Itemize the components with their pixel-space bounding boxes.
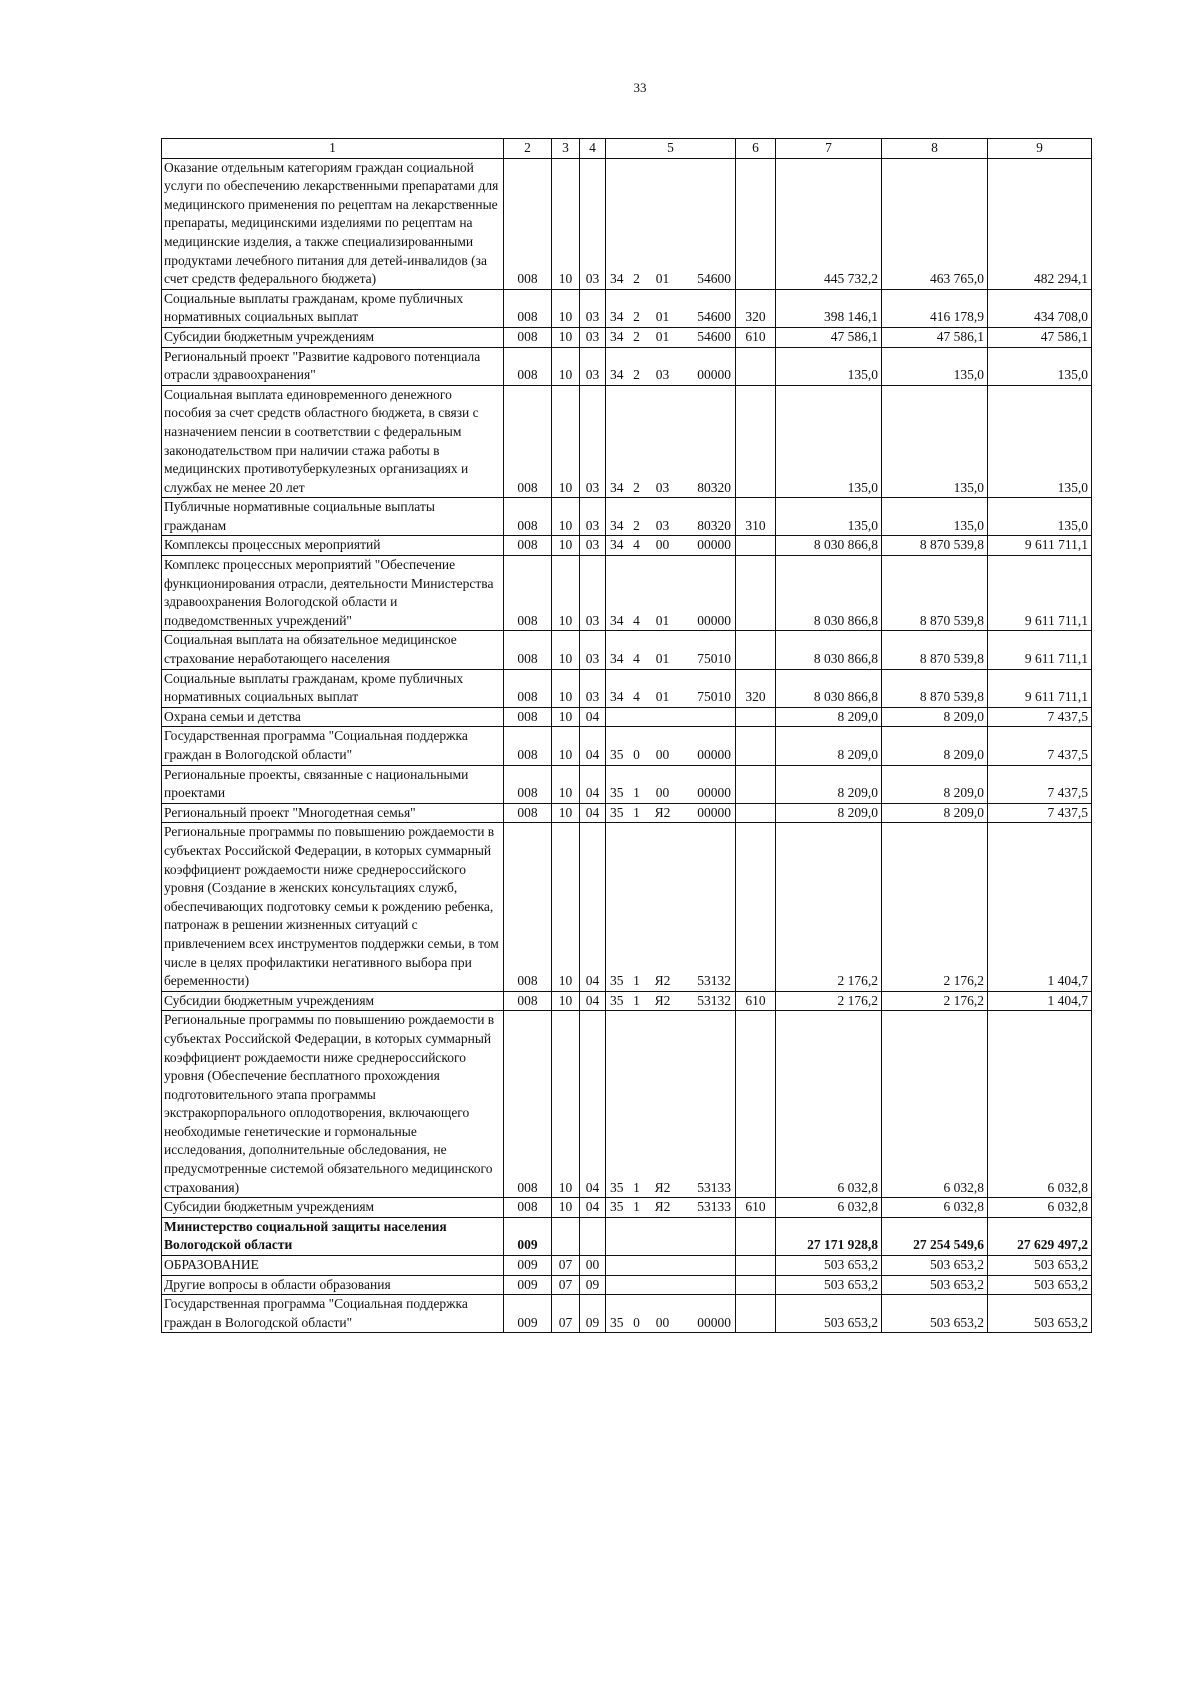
code-direction-cell [680,1217,736,1255]
amount-year2-cell: 463 765,0 [882,158,988,289]
code-subprogram-cell: 2 [628,289,646,327]
code-direction-cell: 75010 [680,669,736,707]
amount-year1-cell: 8 030 866,8 [776,669,882,707]
amount-year2-cell: 6 032,8 [882,1198,988,1218]
amount-year3-cell: 9 611 711,1 [988,669,1092,707]
amount-year3-cell: 135,0 [988,347,1092,385]
code-ministry-cell: 008 [504,991,552,1011]
row-name-cell: Охрана семьи и детства [162,707,504,727]
table-row [162,727,1092,765]
code-subsection-cell: 03 [580,669,606,707]
code-section-cell: 10 [552,823,580,991]
code-project-cell: 03 [646,385,680,498]
code-section-cell: 10 [552,556,580,631]
amount-year1-cell: 8 209,0 [776,765,882,803]
code-program-cell: 35 [606,765,628,803]
code-expense-type-cell: 610 [736,1198,776,1218]
row-name-cell: Региональные программы по повышению рождаемости в субъектах Российской Федерации, в которых суммарный коэффициент рождаемости ниже среднероссийского уровня (Создание в женских консультациях служб, обеспечивающих подготовку семьи к рождению ребенка, патронаж в решении жизненных ситуаций с привлечением всех инструментов поддержки семьи, в том числе в целях профилактики негативного выбора при беременности) [162,823,504,991]
amount-year2-cell: 503 653,2 [882,1295,988,1333]
amount-year2-cell: 8 209,0 [882,727,988,765]
code-program-cell: 34 [606,327,628,347]
code-subsection-cell: 00 [580,1256,606,1276]
amount-year2-cell: 8 209,0 [882,765,988,803]
code-direction-cell: 53133 [680,1198,736,1218]
page-number: 33 [633,80,647,95]
table-row [162,707,1092,727]
row-name-cell: Региональный проект "Развитие кадрового потенциала отрасли здравоохранения" [162,347,504,385]
code-section-cell: 10 [552,707,580,727]
table-row [162,1295,1092,1333]
code-ministry-cell: 008 [504,498,552,536]
code-project-cell: 01 [646,556,680,631]
code-section-cell: 10 [552,327,580,347]
code-program-cell: 34 [606,385,628,498]
code-section-cell: 10 [552,765,580,803]
code-expense-type-cell [736,765,776,803]
table-row [162,158,1092,289]
table-row [162,765,1092,803]
code-ministry-cell: 008 [504,823,552,991]
code-section-cell: 10 [552,1198,580,1218]
amount-year2-cell: 135,0 [882,498,988,536]
code-expense-type-cell [736,158,776,289]
code-project-cell [646,1217,680,1255]
code-program-cell: 35 [606,823,628,991]
code-expense-type-cell: 310 [736,498,776,536]
amount-year3-cell: 503 653,2 [988,1295,1092,1333]
code-subprogram-cell: 2 [628,347,646,385]
code-project-cell: 00 [646,536,680,556]
table-row [162,289,1092,327]
row-name-cell: Субсидии бюджетным учреждениям [162,991,504,1011]
code-expense-type-cell: 610 [736,327,776,347]
amount-year3-cell: 7 437,5 [988,803,1092,823]
code-expense-type-cell [736,1275,776,1295]
budget-table [161,138,1092,1333]
table-row [162,385,1092,498]
amount-year1-cell: 2 176,2 [776,823,882,991]
amount-year2-cell: 47 586,1 [882,327,988,347]
code-subprogram-cell: 4 [628,669,646,707]
amount-year3-cell: 9 611 711,1 [988,536,1092,556]
amount-year2-cell: 8 870 539,8 [882,536,988,556]
code-section-cell: 10 [552,1011,580,1198]
table-row [162,1275,1092,1295]
amount-year2-cell: 135,0 [882,385,988,498]
header-cell: 2 [504,139,552,159]
code-subprogram-cell: 4 [628,631,646,669]
code-direction-cell: 00000 [680,536,736,556]
amount-year3-cell: 7 437,5 [988,707,1092,727]
code-expense-type-cell [736,385,776,498]
amount-year1-cell: 503 653,2 [776,1256,882,1276]
code-expense-type-cell [736,347,776,385]
amount-year2-cell: 416 178,9 [882,289,988,327]
code-program-cell: 34 [606,631,628,669]
amount-year3-cell: 482 294,1 [988,158,1092,289]
amount-year1-cell: 27 171 928,8 [776,1217,882,1255]
amount-year1-cell: 6 032,8 [776,1011,882,1198]
code-subsection-cell: 09 [580,1295,606,1333]
code-project-cell: 01 [646,289,680,327]
amount-year1-cell: 8 030 866,8 [776,536,882,556]
code-section-cell: 10 [552,727,580,765]
amount-year1-cell: 135,0 [776,347,882,385]
code-project-cell: 01 [646,631,680,669]
amount-year1-cell: 6 032,8 [776,1198,882,1218]
amount-year2-cell: 8 870 539,8 [882,669,988,707]
table-row [162,823,1092,991]
code-direction-cell [680,1275,736,1295]
code-direction-cell: 54600 [680,158,736,289]
table-row [162,991,1092,1011]
amount-year3-cell: 6 032,8 [988,1011,1092,1198]
code-ministry-cell: 009 [504,1256,552,1276]
amount-year2-cell: 8 870 539,8 [882,631,988,669]
header-cell: 1 [162,139,504,159]
code-subsection-cell: 03 [580,498,606,536]
table-row [162,669,1092,707]
code-project-cell: 01 [646,327,680,347]
row-name-cell: Другие вопросы в области образования [162,1275,504,1295]
amount-year1-cell: 503 653,2 [776,1275,882,1295]
code-project-cell: 01 [646,158,680,289]
code-direction-cell: 54600 [680,327,736,347]
code-ministry-cell: 008 [504,158,552,289]
table-row [162,1198,1092,1218]
amount-year1-cell: 8 030 866,8 [776,631,882,669]
amount-year2-cell: 8 209,0 [882,803,988,823]
header-cell: 4 [580,139,606,159]
table-row [162,631,1092,669]
row-name-cell: Региональные программы по повышению рождаемости в субъектах Российской Федерации, в которых суммарный коэффициент рождаемости ниже среднероссийского уровня (Обеспечение бесплатного прохождения подготовительного этапа программы экстракорпорального оплодотворения, включающего необходимые генетические и гормональные исследования, дополнительные обследования, не предусмотренные системой обязательного медицинского страхования) [162,1011,504,1198]
code-expense-type-cell [736,1256,776,1276]
code-project-cell [646,1275,680,1295]
code-project-cell: 03 [646,347,680,385]
amount-year3-cell: 7 437,5 [988,765,1092,803]
row-name-cell: Социальные выплаты гражданам, кроме публичных нормативных социальных выплат [162,289,504,327]
code-expense-type-cell [736,631,776,669]
code-direction-cell: 00000 [680,803,736,823]
code-section-cell: 10 [552,347,580,385]
code-expense-type-cell [736,556,776,631]
code-subprogram-cell [628,1275,646,1295]
code-subprogram-cell: 0 [628,727,646,765]
amount-year1-cell: 8 030 866,8 [776,556,882,631]
code-ministry-cell: 009 [504,1217,552,1255]
table-header-row [162,139,1092,159]
code-direction-cell: 00000 [680,556,736,631]
amount-year1-cell: 503 653,2 [776,1295,882,1333]
row-name-cell: Комплексы процессных мероприятий [162,536,504,556]
amount-year3-cell: 9 611 711,1 [988,631,1092,669]
header-cell: 6 [736,139,776,159]
code-project-cell: Я2 [646,823,680,991]
amount-year3-cell: 1 404,7 [988,991,1092,1011]
amount-year2-cell: 503 653,2 [882,1275,988,1295]
amount-year1-cell: 8 209,0 [776,707,882,727]
row-name-cell: Министерство социальной защиты населения Вологодской области [162,1217,504,1255]
code-direction-cell: 00000 [680,765,736,803]
code-ministry-cell: 008 [504,1011,552,1198]
amount-year3-cell: 9 611 711,1 [988,556,1092,631]
code-program-cell: 35 [606,727,628,765]
code-section-cell: 10 [552,536,580,556]
amount-year1-cell: 135,0 [776,385,882,498]
code-subprogram-cell [628,1217,646,1255]
row-name-cell: Государственная программа "Социальная поддержка граждан в Вологодской области" [162,1295,504,1333]
amount-year3-cell: 434 708,0 [988,289,1092,327]
code-subprogram-cell: 1 [628,1011,646,1198]
amount-year3-cell: 135,0 [988,498,1092,536]
amount-year1-cell: 47 586,1 [776,327,882,347]
code-project-cell [646,1256,680,1276]
amount-year2-cell: 2 176,2 [882,823,988,991]
amount-year3-cell: 6 032,8 [988,1198,1092,1218]
code-section-cell: 10 [552,289,580,327]
code-subsection-cell: 04 [580,803,606,823]
code-project-cell: 00 [646,1295,680,1333]
code-ministry-cell: 008 [504,536,552,556]
row-name-cell: Социальная выплата единовременного денежного пособия за счет средств областного бюджета, в связи с назначением пенсии в соответствии с федеральным законодательством при наличии стажа работы в медицинских противотуберкулезных организациях и службах не менее 20 лет [162,385,504,498]
header-cell: 8 [882,139,988,159]
code-expense-type-cell [736,536,776,556]
code-subsection-cell: 04 [580,991,606,1011]
amount-year1-cell: 8 209,0 [776,803,882,823]
code-program-cell: 35 [606,991,628,1011]
code-subsection-cell [580,1217,606,1255]
code-subprogram-cell: 4 [628,556,646,631]
table-row [162,1256,1092,1276]
code-program-cell: 34 [606,289,628,327]
amount-year3-cell: 27 629 497,2 [988,1217,1092,1255]
code-subsection-cell: 03 [580,347,606,385]
code-subprogram-cell [628,1256,646,1276]
amount-year2-cell: 503 653,2 [882,1256,988,1276]
code-subsection-cell: 03 [580,158,606,289]
amount-year2-cell: 8 870 539,8 [882,556,988,631]
code-ministry-cell: 008 [504,1198,552,1218]
code-ministry-cell: 008 [504,556,552,631]
code-section-cell: 10 [552,385,580,498]
amount-year2-cell: 27 254 549,6 [882,1217,988,1255]
code-section-cell: 10 [552,631,580,669]
header-cell: 5 [606,139,736,159]
code-direction-cell: 80320 [680,385,736,498]
code-expense-type-cell [736,1011,776,1198]
code-direction-cell: 53132 [680,991,736,1011]
code-direction-cell: 00000 [680,1295,736,1333]
row-name-cell: Государственная программа "Социальная поддержка граждан в Вологодской области" [162,727,504,765]
amount-year1-cell: 398 146,1 [776,289,882,327]
code-subprogram-cell: 1 [628,1198,646,1218]
code-subprogram-cell [628,707,646,727]
code-direction-cell: 00000 [680,347,736,385]
code-ministry-cell: 008 [504,707,552,727]
code-program-cell: 34 [606,536,628,556]
amount-year3-cell: 503 653,2 [988,1256,1092,1276]
code-program-cell: 35 [606,803,628,823]
header-cell: 9 [988,139,1092,159]
code-section-cell: 10 [552,498,580,536]
row-name-cell: ОБРАЗОВАНИЕ [162,1256,504,1276]
code-subsection-cell: 03 [580,385,606,498]
amount-year3-cell: 503 653,2 [988,1275,1092,1295]
amount-year2-cell: 6 032,8 [882,1011,988,1198]
amount-year2-cell: 135,0 [882,347,988,385]
amount-year3-cell: 47 586,1 [988,327,1092,347]
code-subprogram-cell: 2 [628,158,646,289]
code-direction-cell: 80320 [680,498,736,536]
code-subsection-cell: 03 [580,556,606,631]
row-name-cell: Публичные нормативные социальные выплаты гражданам [162,498,504,536]
code-project-cell: Я2 [646,803,680,823]
code-subsection-cell: 04 [580,1198,606,1218]
code-section-cell: 07 [552,1295,580,1333]
code-project-cell [646,707,680,727]
code-program-cell: 34 [606,556,628,631]
code-project-cell: Я2 [646,1011,680,1198]
code-subprogram-cell: 2 [628,498,646,536]
code-subsection-cell: 03 [580,327,606,347]
code-subprogram-cell: 2 [628,327,646,347]
code-subsection-cell: 04 [580,707,606,727]
row-name-cell: Комплекс процессных мероприятий "Обеспечение функционирования отрасли, деятельности Министерства здравоохранения Вологодской области и подведомственных учреждений" [162,556,504,631]
code-subsection-cell: 03 [580,289,606,327]
code-section-cell: 10 [552,158,580,289]
code-program-cell: 35 [606,1198,628,1218]
code-program-cell [606,1217,628,1255]
code-program-cell [606,1256,628,1276]
code-ministry-cell: 008 [504,385,552,498]
code-subsection-cell: 04 [580,1011,606,1198]
code-ministry-cell: 008 [504,669,552,707]
code-section-cell: 07 [552,1256,580,1276]
row-name-cell: Социальные выплаты гражданам, кроме публичных нормативных социальных выплат [162,669,504,707]
amount-year2-cell: 2 176,2 [882,991,988,1011]
code-ministry-cell: 008 [504,631,552,669]
code-project-cell: Я2 [646,1198,680,1218]
table-row [162,1011,1092,1198]
header-cell: 7 [776,139,882,159]
code-section-cell: 10 [552,991,580,1011]
amount-year1-cell: 135,0 [776,498,882,536]
table-row [162,347,1092,385]
code-ministry-cell: 008 [504,765,552,803]
code-subsection-cell: 04 [580,727,606,765]
header-cell: 3 [552,139,580,159]
code-subsection-cell: 04 [580,765,606,803]
code-ministry-cell: 008 [504,327,552,347]
row-name-cell: Региональные проекты, связанные с национальными проектами [162,765,504,803]
code-subprogram-cell: 2 [628,385,646,498]
code-program-cell: 34 [606,669,628,707]
code-direction-cell [680,707,736,727]
code-direction-cell: 53132 [680,823,736,991]
amount-year1-cell: 8 209,0 [776,727,882,765]
code-project-cell: 00 [646,765,680,803]
table-row [162,498,1092,536]
code-section-cell: 10 [552,669,580,707]
code-expense-type-cell [736,803,776,823]
table-row [162,803,1092,823]
code-subprogram-cell: 1 [628,765,646,803]
code-expense-type-cell: 320 [736,669,776,707]
code-subsection-cell: 04 [580,823,606,991]
code-subprogram-cell: 1 [628,803,646,823]
row-name-cell: Субсидии бюджетным учреждениям [162,327,504,347]
code-program-cell: 34 [606,498,628,536]
code-project-cell: 03 [646,498,680,536]
code-section-cell: 07 [552,1275,580,1295]
code-ministry-cell: 009 [504,1295,552,1333]
code-program-cell: 34 [606,158,628,289]
code-project-cell: Я2 [646,991,680,1011]
code-section-cell: 10 [552,803,580,823]
code-expense-type-cell [736,1217,776,1255]
code-program-cell [606,1275,628,1295]
amount-year3-cell: 1 404,7 [988,823,1092,991]
code-ministry-cell: 008 [504,289,552,327]
code-subprogram-cell: 4 [628,536,646,556]
code-direction-cell: 75010 [680,631,736,669]
code-subprogram-cell: 0 [628,1295,646,1333]
code-expense-type-cell [736,823,776,991]
code-subsection-cell: 09 [580,1275,606,1295]
amount-year3-cell: 7 437,5 [988,727,1092,765]
row-name-cell: Социальная выплата на обязательное медицинское страхование неработающего населения [162,631,504,669]
code-ministry-cell: 008 [504,803,552,823]
table-row [162,536,1092,556]
amount-year1-cell: 2 176,2 [776,991,882,1011]
code-direction-cell: 53133 [680,1011,736,1198]
code-direction-cell: 00000 [680,727,736,765]
code-expense-type-cell [736,727,776,765]
amount-year1-cell: 445 732,2 [776,158,882,289]
code-project-cell: 00 [646,727,680,765]
code-ministry-cell: 009 [504,1275,552,1295]
code-expense-type-cell: 320 [736,289,776,327]
code-expense-type-cell [736,707,776,727]
code-program-cell: 34 [606,347,628,385]
code-project-cell: 01 [646,669,680,707]
code-program-cell: 35 [606,1011,628,1198]
code-expense-type-cell: 610 [736,991,776,1011]
table-row [162,556,1092,631]
table-row [162,327,1092,347]
code-program-cell [606,707,628,727]
code-subsection-cell: 03 [580,631,606,669]
amount-year3-cell: 135,0 [988,385,1092,498]
code-subprogram-cell: 1 [628,823,646,991]
amount-year2-cell: 8 209,0 [882,707,988,727]
code-ministry-cell: 008 [504,727,552,765]
code-ministry-cell: 008 [504,347,552,385]
code-section-cell [552,1217,580,1255]
row-name-cell: Субсидии бюджетным учреждениям [162,1198,504,1218]
code-direction-cell: 54600 [680,289,736,327]
code-expense-type-cell [736,1295,776,1333]
code-subprogram-cell: 1 [628,991,646,1011]
table-row [162,1217,1092,1255]
row-name-cell: Оказание отдельным категориям граждан социальной услуги по обеспечению лекарственными препаратами для медицинского применения по рецептам на лекарственные препараты, медицинскими изделиями по рецептам на медицинские изделия, а также специализированными продуктами лечебного питания для детей-инвалидов (за счет средств федерального бюджета) [162,158,504,289]
code-program-cell: 35 [606,1295,628,1333]
code-subsection-cell: 03 [580,536,606,556]
row-name-cell: Региональный проект "Многодетная семья" [162,803,504,823]
code-direction-cell [680,1256,736,1276]
